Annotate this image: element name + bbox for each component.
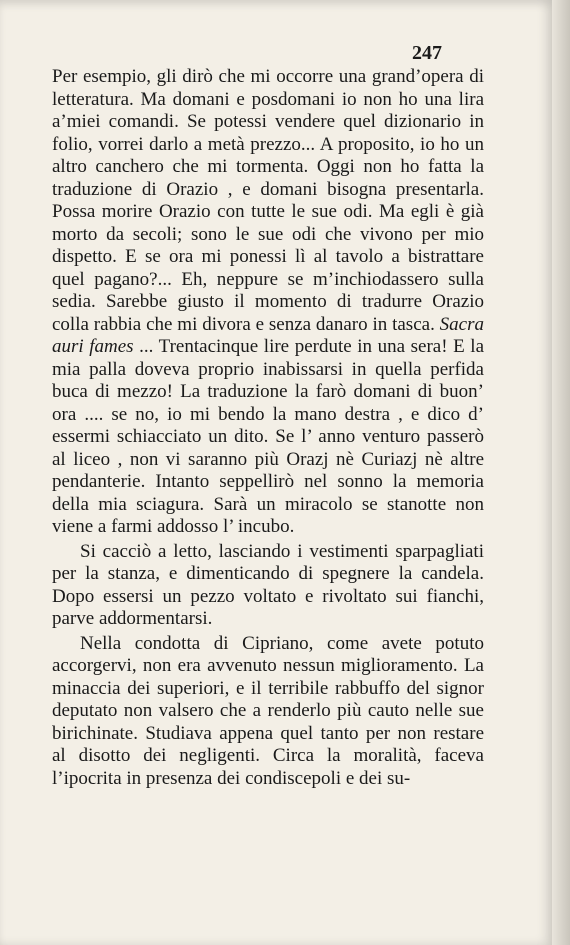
paragraph-1: [52, 66, 484, 539]
paragraph-3-text: Nella condotta di Cipriano, come avete potuto accorgervi, non era avvenuto nessun miglioramento. La minaccia dei superiori, e il terribile rabbuffo del signor deputato non valsero che a renderlo più cauto nelle sue birichinate. Studiava appena quel tanto per non restare al disotto dei negligenti. Circa la moralità, faceva l’ipocrita in presenza dei condiscepoli e dei su-: [52, 632, 484, 789]
paragraph-1-part-3: ... Trentacinque lire perdute in una sera! E la mia palla doveva proprio inabissarsi in quella perfida buca di mezzo! La traduzione la farò domani di buon’ ora .... se no, io mi bendo la mano destra , e dico d’ essermi schiacciato un dito. Se l’ anno venturo passerò al liceo , non vi saranno più Orazj nè Curiazj nè altre pendanterie. Intanto seppellirò nel sonno la memoria della mia sciagura. Sarà un miracolo se stanotte non viene a farmi addosso l’ incubo.: [52, 336, 485, 537]
paragraph-1-part-1: Per esempio, gli dirò che mi occorre una grand’opera di letteratura. Ma domani e posdomani io non ho una lira a’miei comandi. Se potessi vendere quel dizionario in folio, vorrei darlo a metà prezzo... A proposito, io ho un altro canchero che mi tormenta. Oggi non ho fatta la traduzione di Orazio , e domani bisogna presentarla. Possa morire Orazio con tutte le sue odi. Ma egli è già morto da secoli; sono le sue odi che vivono per mio dispetto. E se ora mi ponessi lì al tavolo a bistrattare quel pagano?... Eh, neppure se m’inchiodassero sulla sedia. Sarebbe giusto il momento di tradurre Orazio colla rabbia che mi divora e senza danaro in tasca.: [52, 66, 484, 335]
paragraph-3: [52, 633, 484, 791]
latin-quote: Sacra auri fames: [52, 313, 484, 357]
page-number: 247: [412, 42, 442, 64]
body-text: [52, 66, 484, 790]
page-edge: [552, 0, 570, 945]
paragraph-2: [52, 541, 484, 631]
paragraph-2-text: Si cacciò a letto, lasciando i vestimenti sparpagliati per la stanza, e dimenticando di spegnere la candela. Dopo essersi un pezzo voltato e rivoltato sui fianchi, parve addormentarsi.: [52, 540, 484, 629]
